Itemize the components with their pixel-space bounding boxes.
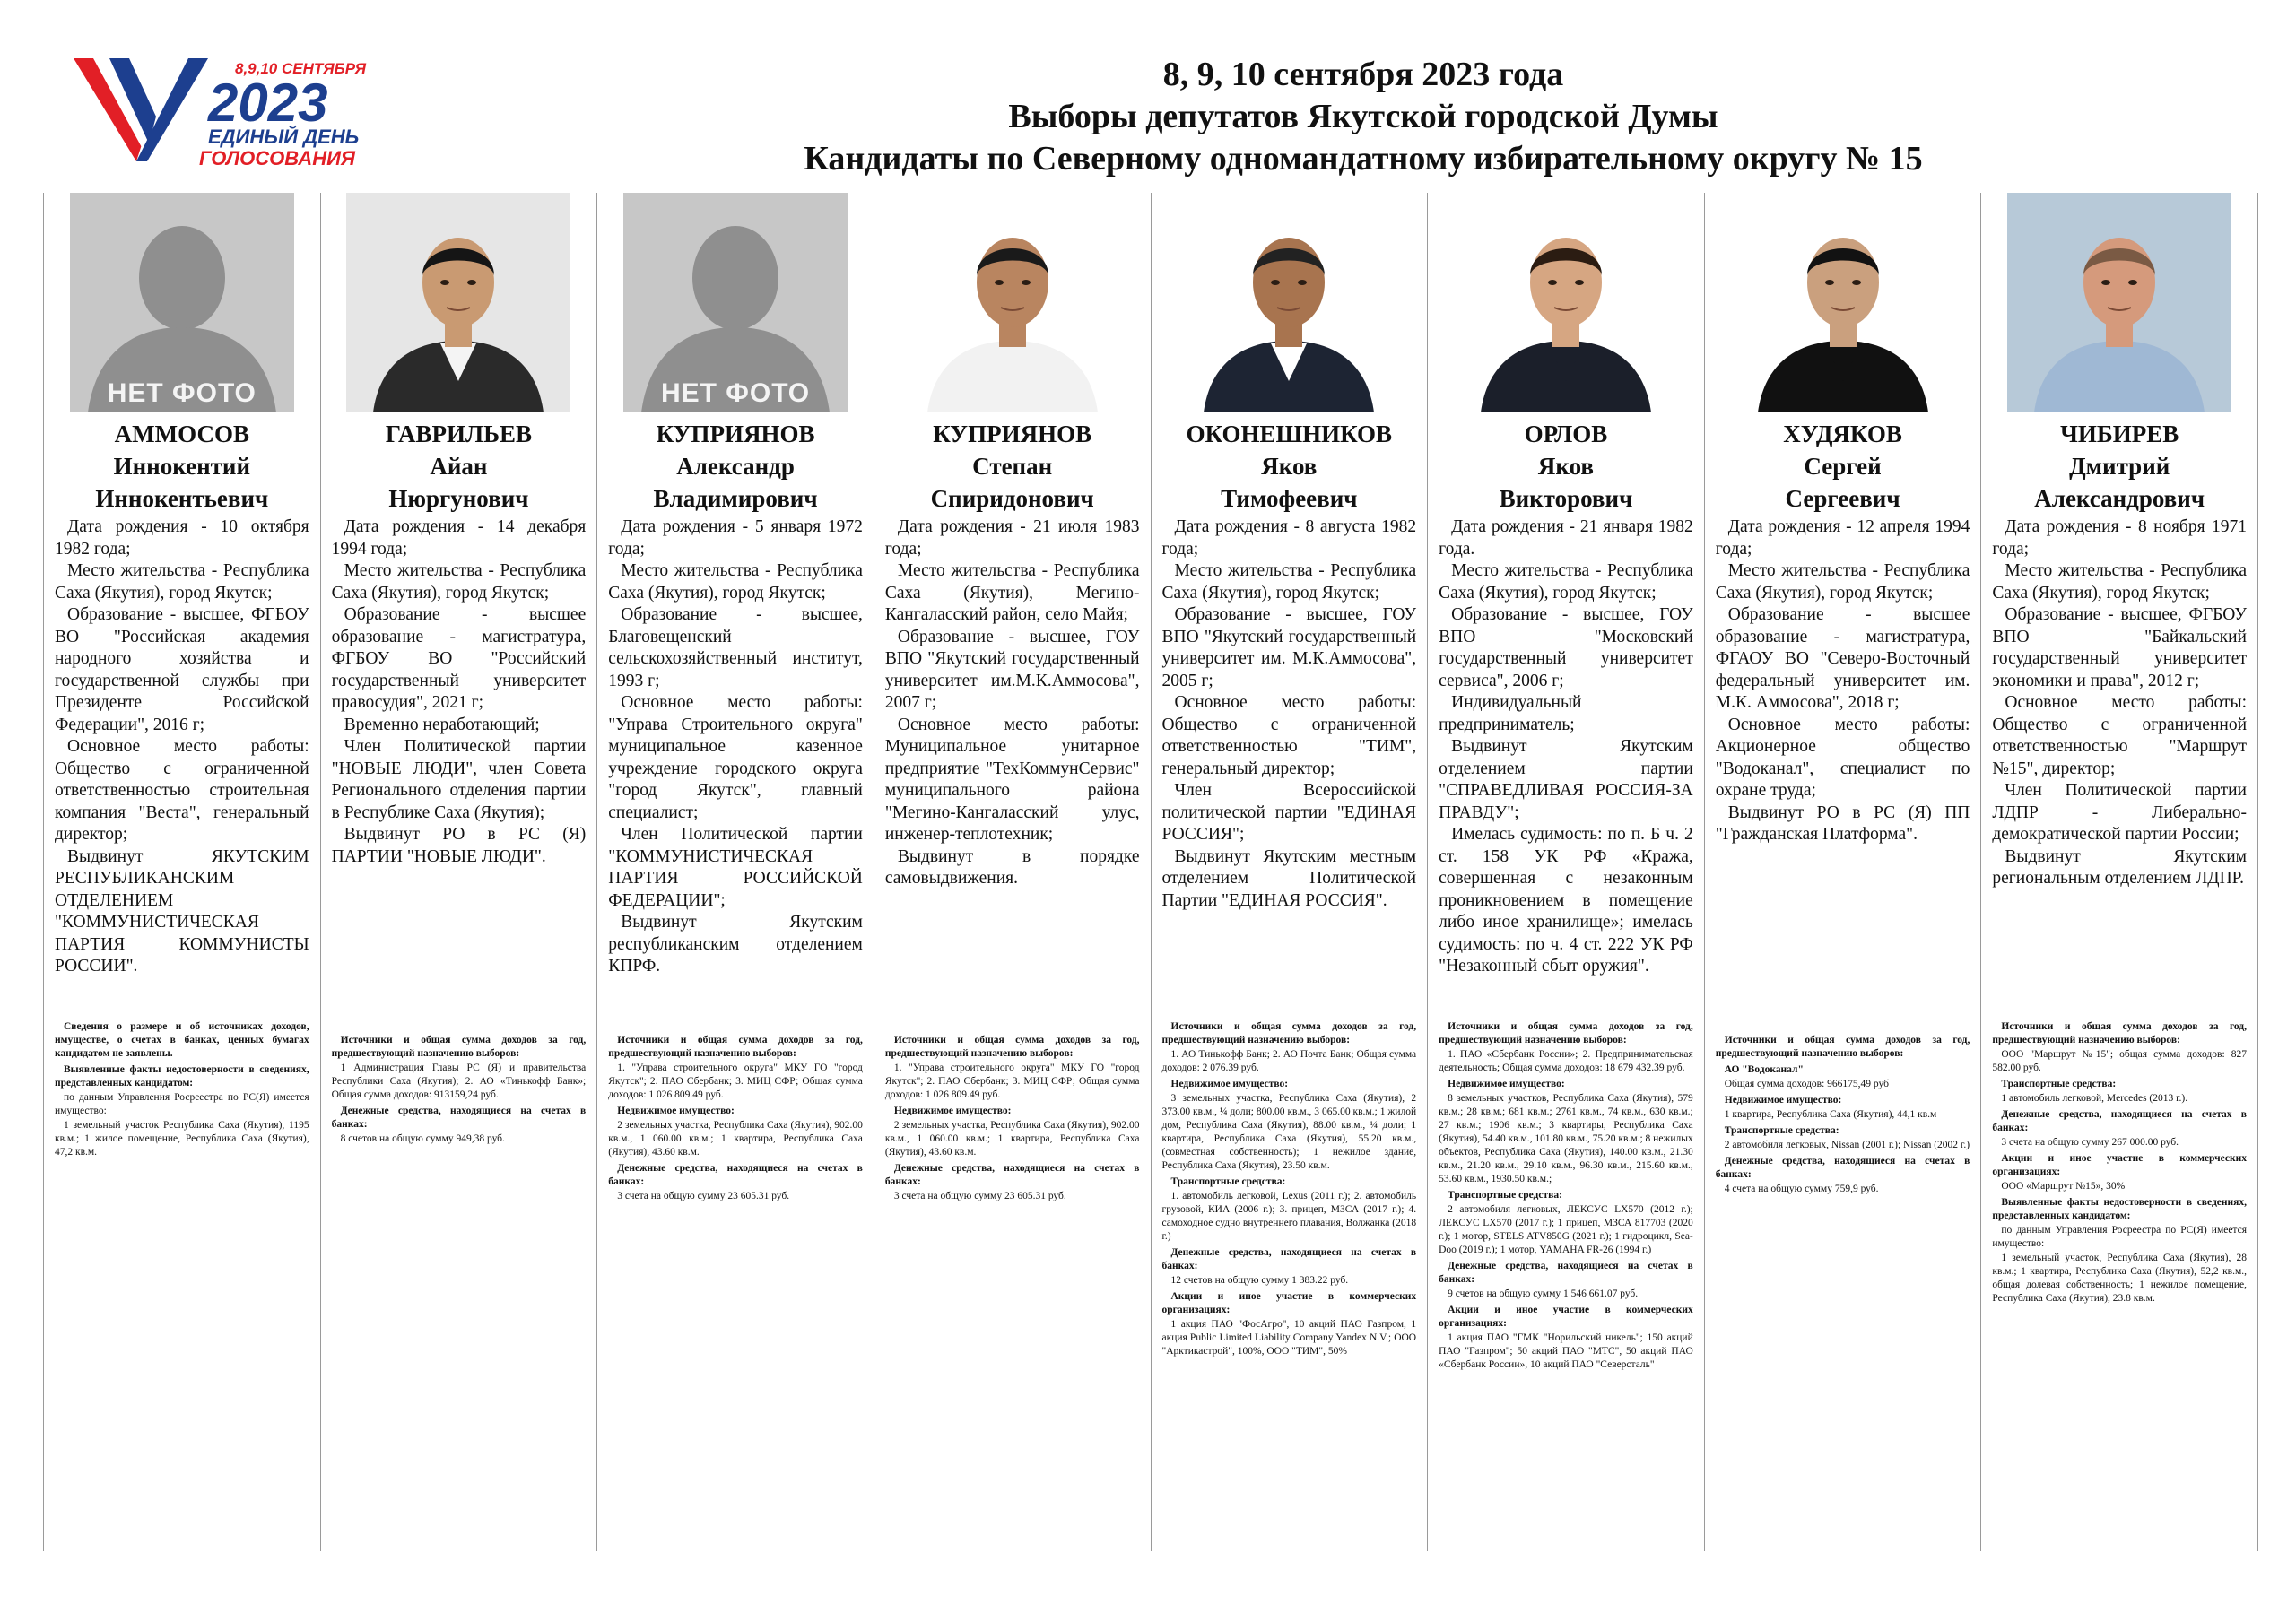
candidate-bio xyxy=(332,516,587,868)
income-text: 3 земельных участка, Республика Саха (Якутия), 2 373.00 кв.м., ¼ доли; 800.00 кв.м., 3 065.00 кв.м.; 1 жилой дом, Республика Саха (Якутия), 88.00 кв.м., ¼ доли; 1 квартира, Республика Саха (Якутия), 55.20 кв.м., (совместная собственность); 1 нежилое здание, Республика Саха (Якутия), 23.50 кв.м. xyxy=(1161,1093,1417,1171)
candidate-column xyxy=(1980,193,2258,1551)
header-district-title: Кандидаты по Северному одномандатному избирательному округу № 15 xyxy=(804,140,1923,178)
candidate-name xyxy=(885,418,1140,515)
candidate-column xyxy=(596,193,874,1551)
income-declaration xyxy=(1439,1018,1693,1373)
bio-paragraph: Член Политической партии "НОВЫЕ ЛЮДИ", член Совета Регионального отделения партии в Республике Саха (Якутия); xyxy=(331,737,587,822)
bio-paragraph: Член Всероссийской политической партии "ЕДИНАЯ РОССИЯ"; xyxy=(1161,781,1417,844)
income-heading: Недвижимое имущество: xyxy=(617,1106,735,1116)
income-text: 1 земельный участок Республика Саха (Якутия), 1195 кв.м.; 1 жилое помещение, Республика Саха (Якутия), 47,2 кв.м. xyxy=(55,1120,309,1158)
candidate-surname: АММОСОВ xyxy=(114,421,249,447)
income-heading: Транспортные средства: xyxy=(1170,1176,1286,1187)
income-heading: Источники и общая сумма доходов за год, предшествующий назначению выборов: xyxy=(1715,1035,1970,1059)
bio-paragraph: Дата рождения - 21 января 1982 года. xyxy=(1439,517,1693,559)
candidate-bio xyxy=(1992,516,2247,890)
bio-paragraph: Основное место работы: Муниципальное унитарное предприятие "ТехКоммунСервис" муниципального района "Мегино-Кангаласский улус, инженер-теплотехник; xyxy=(884,715,1140,844)
income-heading: Транспортные средства: xyxy=(1724,1125,1839,1136)
income-text: ООО "Маршрут №15"; общая сумма доходов: 827 582.00 руб. xyxy=(1992,1049,2247,1073)
bio-paragraph: Место жительства - Республика Саха (Якутия), город Якутск; xyxy=(1992,561,2247,603)
bio-paragraph: Член Политической партии "КОММУНИСТИЧЕСКАЯ ПАРТИЯ РОССИЙСКОЙ ФЕДЕРАЦИИ"; xyxy=(608,825,863,910)
bio-paragraph: Образование - высшее, ФГБОУ ВО "Российская академия народного хозяйства и государственной службы при Президенте Российской Федерации", 2016 г; xyxy=(55,605,309,734)
candidate-surname: КУПРИЯНОВ xyxy=(656,421,815,447)
income-declaration xyxy=(608,1031,863,1204)
income-heading: Денежные средства, находящиеся на счетах в банках: xyxy=(331,1106,587,1130)
candidate-surname: КУПРИЯНОВ xyxy=(933,421,1092,447)
income-heading: Недвижимое имущество: xyxy=(1448,1079,1565,1089)
income-text: 2 автомобиля легковых, Nissan (2001 г.); Nissan (2002 г.) xyxy=(1724,1140,1970,1150)
candidate-surname: ОРЛОВ xyxy=(1524,421,1608,447)
candidate-patronymic: Викторович xyxy=(1499,485,1633,512)
bio-paragraph: Имелась судимость: по п. Б ч. 2 ст. 158 УК РФ «Кража, совершенная с незаконным проникновением в помещение либо иное хранилище»; имелась судимость: по ч. 4 ст. 222 УК РФ "Незаконный сбыт оружия". xyxy=(1439,825,1693,976)
income-text: ООО «Маршрут №15», 30% xyxy=(2001,1181,2126,1192)
income-text: 4 счета на общую сумму 759,9 руб. xyxy=(1724,1184,1879,1194)
logo-line1: ЕДИНЫЙ ДЕНЬ xyxy=(208,126,360,148)
income-heading: Сведения о размере и об источниках доходов, имуществе, о счетах в банках, ценных бумагах кандидатом не заявлены. xyxy=(55,1021,309,1059)
income-text: 3 счета на общую сумму 23 605.31 руб. xyxy=(893,1191,1066,1201)
candidate-surname: ОКОНЕШНИКОВ xyxy=(1186,421,1393,447)
bio-paragraph: Основное место работы: Общество с ограниченной ответственностью "Маршрут №15", директор; xyxy=(1992,693,2247,778)
income-text: 3 счета на общую сумму 23 605.31 руб. xyxy=(617,1191,790,1201)
income-text: 1 земельный участок, Республика Саха (Якутия), 28 кв.м.; 1 квартира, Республика Саха (Якутия), 52,2 кв.м., общая долевая собственность; 1 нежилое помещение, Республика Саха (Якутия), 23.8 кв.м. xyxy=(1992,1253,2247,1304)
candidate-photo xyxy=(900,193,1125,412)
bio-paragraph: Место жительства - Республика Саха (Якутия), город Якутск; xyxy=(608,561,863,603)
bio-paragraph: Основное место работы: Общество с ограниченной ответственностью строительная компания "Веста", генеральный директор; xyxy=(55,737,309,844)
bio-paragraph: Место жительства - Республика Саха (Якутия), город Якутск; xyxy=(1439,561,1693,603)
candidate-surname: ГАВРИЛЬЕВ xyxy=(385,421,533,447)
candidate-name xyxy=(608,418,863,515)
bio-paragraph: Выдвинут РО в РС (Я) ПАРТИИ "НОВЫЕ ЛЮДИ". xyxy=(331,825,587,866)
income-heading: Выявленные факты недостоверности в сведениях, представленных кандидатом: xyxy=(55,1064,309,1089)
candidate-patronymic: Сергеевич xyxy=(1785,485,1900,512)
income-text: по данным Управления Росреестра по РС(Я) имеется имущество: xyxy=(1992,1225,2247,1249)
income-declaration xyxy=(1992,1018,2247,1306)
no-photo-placeholder xyxy=(70,193,294,412)
bio-paragraph: Образование - высшее, ФГБОУ ВПО "Байкальский государственный университет экономики и права", 2012 г; xyxy=(1992,605,2247,690)
income-text: 12 счетов на общую сумму 1 383.22 руб. xyxy=(1170,1275,1349,1286)
income-heading: Акции и иное участие в коммерческих организациях: xyxy=(1161,1291,1417,1315)
bio-paragraph: Выдвинут Якутским республиканским отделением КПРФ. xyxy=(608,913,863,976)
bio-paragraph: Выдвинут Якутским региональным отделением ЛДПР. xyxy=(1992,846,2247,888)
bio-paragraph: Дата рождения - 10 октября 1982 года; xyxy=(55,517,309,559)
candidate-photo xyxy=(1454,193,1678,412)
election-logo xyxy=(74,54,396,170)
bio-paragraph: Выдвинут РО в РС (Я) ПП "Гражданская Платформа". xyxy=(1715,802,1970,844)
income-heading: Транспортные средства: xyxy=(1448,1190,1562,1201)
candidate-bio xyxy=(55,516,309,978)
no-photo-label: НЕТ ФОТО xyxy=(660,378,811,408)
no-photo-placeholder xyxy=(623,193,848,412)
bio-paragraph: Выдвинут Якутским местным отделением Политической Партии "ЕДИНАЯ РОССИЯ". xyxy=(1161,846,1417,910)
candidate-patronymic: Владимирович xyxy=(653,485,818,512)
logo-dates: 8,9,10 СЕНТЯБРЯ xyxy=(235,60,367,77)
candidate-column xyxy=(874,193,1151,1551)
candidate-column xyxy=(1151,193,1428,1551)
bio-paragraph: Выдвинут в порядке самовыдвижения. xyxy=(884,846,1140,888)
income-heading: Денежные средства, находящиеся на счетах в банках: xyxy=(1439,1261,1693,1285)
candidate-photo xyxy=(1177,193,1401,412)
candidate-photo xyxy=(2007,193,2231,412)
candidates-board xyxy=(43,193,2258,1551)
candidate-column xyxy=(1427,193,1704,1551)
candidate-given: Яков xyxy=(1261,453,1318,480)
bio-paragraph: Дата рождения - 5 января 1972 года; xyxy=(608,517,863,559)
income-heading: Денежные средства, находящиеся на счетах в банках: xyxy=(1161,1247,1417,1271)
candidate-given: Айан xyxy=(430,453,488,480)
income-heading: Источники и общая сумма доходов за год, предшествующий назначению выборов: xyxy=(608,1035,863,1059)
candidate-surname: ХУДЯКОВ xyxy=(1783,421,1902,447)
income-text: Общая сумма доходов: 966175,49 руб xyxy=(1724,1079,1889,1089)
bio-paragraph: Дата рождения - 21 июля 1983 года; xyxy=(884,517,1140,559)
income-heading: Денежные средства, находящиеся на счетах в банках: xyxy=(1715,1156,1970,1180)
bio-paragraph: Образование - высшее, ГОУ ВПО "Якутский государственный университет им. М.К.Аммосова", 2005 г; xyxy=(1161,605,1417,690)
income-heading: Источники и общая сумма доходов за год, предшествующий назначению выборов: xyxy=(331,1035,587,1059)
income-heading: Акции и иное участие в коммерческих организациях: xyxy=(1439,1305,1693,1329)
bio-paragraph: Место жительства - Республика Саха (Якутия), город Якутск; xyxy=(1715,561,1970,603)
logo-year: 2023 xyxy=(208,73,328,133)
bio-paragraph: Дата рождения - 8 августа 1982 года; xyxy=(1161,517,1417,559)
candidate-patronymic: Иннокентьевич xyxy=(95,485,269,512)
candidate-bio xyxy=(885,516,1140,890)
bio-paragraph: Место жительства - Республика Саха (Якутия), город Якутск; xyxy=(55,561,309,603)
bio-paragraph: Образование - высшее, ГОУ ВПО "Московский государственный университет сервиса", 2006 г; xyxy=(1439,605,1693,690)
page-header xyxy=(538,54,2188,180)
income-heading: Недвижимое имущество: xyxy=(1724,1095,1842,1106)
candidate-name xyxy=(1162,418,1417,515)
bio-paragraph: Дата рождения - 14 декабря 1994 года; xyxy=(331,517,587,559)
income-text: 2 земельных участка, Республика Саха (Якутия), 902.00 кв.м., 1 060.00 кв.м.; 1 квартира, Республика Саха (Якутия), 43.60 кв.м. xyxy=(608,1120,863,1158)
income-text: 1. "Управа строительного округа" МКУ ГО "город Якутск"; 2. ПАО Сбербанк; 3. МИЦ СФР; Общая сумма доходов: 1 026 809.49 руб. xyxy=(884,1063,1140,1100)
bio-paragraph: Основное место работы: Акционерное общество "Водоканал", специалист по охране труда; xyxy=(1715,715,1970,800)
bio-paragraph: Образование - высшее, Благовещенский сельскохозяйственный институт, 1993 г; xyxy=(608,605,863,690)
logo-line2: ГОЛОСОВАНИЯ xyxy=(199,147,355,169)
income-text: 1. АО Тинькофф Банк; 2. АО Почта Банк; Общая сумма доходов: 2 076.39 руб. xyxy=(1161,1049,1417,1073)
header-dates: 8, 9, 10 сентября 2023 года xyxy=(1162,56,1564,93)
income-heading: Источники и общая сумма доходов за год, предшествующий назначению выборов: xyxy=(1161,1021,1417,1045)
candidate-bio xyxy=(1716,516,1970,846)
income-text: по данным Управления Росреестра по РС(Я) имеется имущество: xyxy=(55,1092,309,1116)
candidate-name xyxy=(1716,418,1970,515)
income-heading: Акции и иное участие в коммерческих организациях: xyxy=(1992,1153,2247,1177)
candidate-patronymic: Тимофеевич xyxy=(1221,485,1358,512)
income-text: 1. ПАО «Сбербанк России»; 2. Предпринимательская деятельность; Общая сумма доходов: 18 679 432.39 руб. xyxy=(1439,1049,1693,1073)
candidate-patronymic: Спиридонович xyxy=(930,485,1094,512)
income-heading: Источники и общая сумма доходов за год, предшествующий назначению выборов: xyxy=(884,1035,1140,1059)
bio-paragraph: Место жительства - Республика Саха (Якутия), город Якутск; xyxy=(331,561,587,603)
candidate-name xyxy=(1439,418,1693,515)
candidate-name xyxy=(1992,418,2247,515)
income-heading: Источники и общая сумма доходов за год, предшествующий назначению выборов: xyxy=(1439,1021,1693,1045)
income-text: 1 автомобиль легковой, Mercedes (2013 г.). xyxy=(2001,1093,2188,1104)
candidate-bio xyxy=(1162,516,1417,912)
bio-paragraph: Временно неработающий; xyxy=(344,715,540,734)
income-heading: Недвижимое имущество: xyxy=(1170,1079,1289,1089)
income-text: 1. "Управа строительного округа" МКУ ГО "город Якутск"; 2. ПАО Сбербанк; 3. МИЦ СФР; Общая сумма доходов: 1 026 809.49 руб. xyxy=(608,1063,863,1100)
candidate-given: Степан xyxy=(972,453,1053,480)
candidate-patronymic: Нюргунович xyxy=(388,485,529,512)
candidate-photo xyxy=(346,193,570,412)
income-heading: Денежные средства, находящиеся на счетах в банках: xyxy=(608,1163,863,1187)
income-text: 1 квартира, Республика Саха (Якутия), 44,1 кв.м xyxy=(1724,1109,1937,1120)
candidate-given: Яков xyxy=(1537,453,1594,480)
candidate-bio xyxy=(1439,516,1693,978)
bio-paragraph: Основное место работы: "Управа Строительного округа" муниципальное казенное учреждение городского округа "город Якутск", главный специалист; xyxy=(608,693,863,822)
candidate-patronymic: Александрович xyxy=(2034,485,2205,512)
candidate-column xyxy=(43,193,320,1551)
income-text: 1 акция ПАО "ГМК "Норильский никель"; 150 акций ПАО "Газпром"; 50 акций ПАО "МТС", 50 акций ПАО «Сбербанк России», 10 акций ПАО "Северсталь" xyxy=(1439,1332,1693,1370)
income-declaration xyxy=(885,1031,1140,1204)
income-heading: Денежные средства, находящиеся на счетах в банках: xyxy=(1992,1109,2247,1133)
logo-graphic xyxy=(74,54,396,170)
bio-paragraph: Образование - высшее образование - магистратура, ФГБОУ ВО "Российский государственный университет правосудия", 2021 г; xyxy=(331,605,587,712)
no-photo-label: НЕТ ФОТО xyxy=(107,378,257,408)
income-text: 9 счетов на общую сумму 1 546 661.07 руб. xyxy=(1448,1288,1639,1299)
bio-paragraph: Выдвинут ЯКУТСКИМ РЕСПУБЛИКАНСКИМ ОТДЕЛЕНИЕМ "КОММУНИСТИЧЕСКАЯ ПАРТИЯ КОММУНИСТЫ РОССИИ". xyxy=(55,846,309,976)
bio-paragraph: Дата рождения - 12 апреля 1994 года; xyxy=(1715,517,1970,559)
income-text: 2 автомобиля легковых, ЛЕКСУС LX570 (2012 г.); ЛЕКСУС LX570 (2017 г.); 1 прицеп, МЗСА 817703 (2020 г.); 1 мотор, STELS ATV850G (2021 г.); 1 гидроцикл, Sea-Doo (2019 г.); 1 мотор, YAMAHA FR-26 (1994 г.) xyxy=(1439,1204,1693,1255)
income-text: 1 акция ПАО "ФосАгро", 10 акций ПАО Газпром, 1 акция Public Limited Liability Company Yandex N.V.; ООО "Арктикастрой", 100%, ООО "ТИМ", 50% xyxy=(1161,1319,1417,1357)
bio-paragraph: Образование - высшее, ГОУ ВПО "Якутский государственный университет им.М.К.Аммосова", 2007 г; xyxy=(884,627,1140,712)
candidate-surname: ЧИБИРЕВ xyxy=(2060,421,2179,447)
income-text: 8 счетов на общую сумму 949,38 руб. xyxy=(340,1133,505,1144)
candidate-column xyxy=(1704,193,1981,1551)
income-heading: Транспортные средства: xyxy=(2001,1079,2117,1089)
candidate-name xyxy=(55,418,309,515)
income-heading: Выявленные факты недостоверности в сведениях, представленных кандидатом: xyxy=(1992,1197,2247,1221)
candidate-photo xyxy=(1731,193,1955,412)
income-heading: Недвижимое имущество: xyxy=(893,1106,1012,1116)
income-text: 2 земельных участка, Республика Саха (Якутия), 902.00 кв.м., 1 060.00 кв.м.; 1 квартира, Республика Саха (Якутия), 43.60 кв.м. xyxy=(884,1120,1140,1158)
income-text: 8 земельных участков, Республика Саха (Якутия), 579 кв.м.; 28 кв.м.; 681 кв.м.; 2761 кв.м., 74 кв.м., 630 кв.м.; 27 кв.м.; 1906 кв.м.; 3 квартиры, Республика Саха (Якутия), 54.40 кв.м., 101.80 кв.м., 75.20 кв.м.; 8 нежилых объектов, Республика Саха (Якутия), 140.00 кв.м., 21.30 кв.м., 21.20 кв.м., 29.10 кв.м., 96.30 кв.м., 215.60 кв.м., 53.60 кв.м., 1930.50 кв.м.; xyxy=(1439,1093,1693,1184)
bio-paragraph: Член Политической партии ЛДПР - Либерально-демократической партии России; xyxy=(1992,781,2247,844)
bio-paragraph: Индивидуальный предприниматель; xyxy=(1439,693,1582,734)
income-declaration xyxy=(1716,1031,1970,1197)
candidate-given: Сергей xyxy=(1804,453,1882,480)
candidate-name xyxy=(332,418,587,515)
candidate-column xyxy=(320,193,597,1551)
income-heading: Источники и общая сумма доходов за год, предшествующий назначению выборов: xyxy=(1992,1021,2247,1045)
income-declaration xyxy=(1162,1018,1417,1359)
income-text: 3 счета на общую сумму 267 000.00 руб. xyxy=(2001,1137,2179,1148)
bio-paragraph: Место жительства - Республика Саха (Якутия), город Якутск; xyxy=(1161,561,1417,603)
candidate-given: Александр xyxy=(676,453,795,480)
bio-paragraph: Основное место работы: Общество с ограниченной ответственностью "ТИМ", генеральный директор; xyxy=(1161,693,1417,778)
bio-paragraph: Образование - высшее образование - магистратура, ФГАОУ ВО "Северо-Восточный федеральный университет им. М.К. Аммосова", 2018 г; xyxy=(1715,605,1970,712)
candidate-given: Иннокентий xyxy=(113,453,251,480)
bio-paragraph: Выдвинут Якутским отделением партии "СПРАВЕДЛИВАЯ РОССИЯ-ЗА ПРАВДУ"; xyxy=(1439,737,1693,822)
candidate-bio xyxy=(608,516,863,978)
candidate-given: Дмитрий xyxy=(2069,453,2170,480)
income-text: 1 Администрация Главы РС (Я) и правительства Республики Саха (Якутия); 2. АО «Тинькофф Банк»; Общая сумма доходов: 913159,24 руб. xyxy=(331,1063,587,1100)
income-declaration xyxy=(55,1018,309,1160)
bio-paragraph: Дата рождения - 8 ноября 1971 года; xyxy=(1992,517,2247,559)
income-heading: АО "Водоканал" xyxy=(1724,1064,1804,1075)
income-heading: Денежные средства, находящиеся на счетах в банках: xyxy=(884,1163,1140,1187)
header-election-title: Выборы депутатов Якутской городской Думы xyxy=(1008,98,1718,135)
income-declaration xyxy=(332,1031,587,1147)
income-text: 1. автомобиль легковой, Lexus (2011 г.); 2. автомобиль грузовой, КИА (2006 г.); 3. прицеп, МЗСА (2017 г.); 4. самоходное судно внутреннего плавания, Волжанка (2018 г.) xyxy=(1161,1191,1417,1242)
bio-paragraph: Место жительства - Республика Саха (Якутия), Мегино-Кангаласский район, село Майя; xyxy=(884,561,1140,624)
